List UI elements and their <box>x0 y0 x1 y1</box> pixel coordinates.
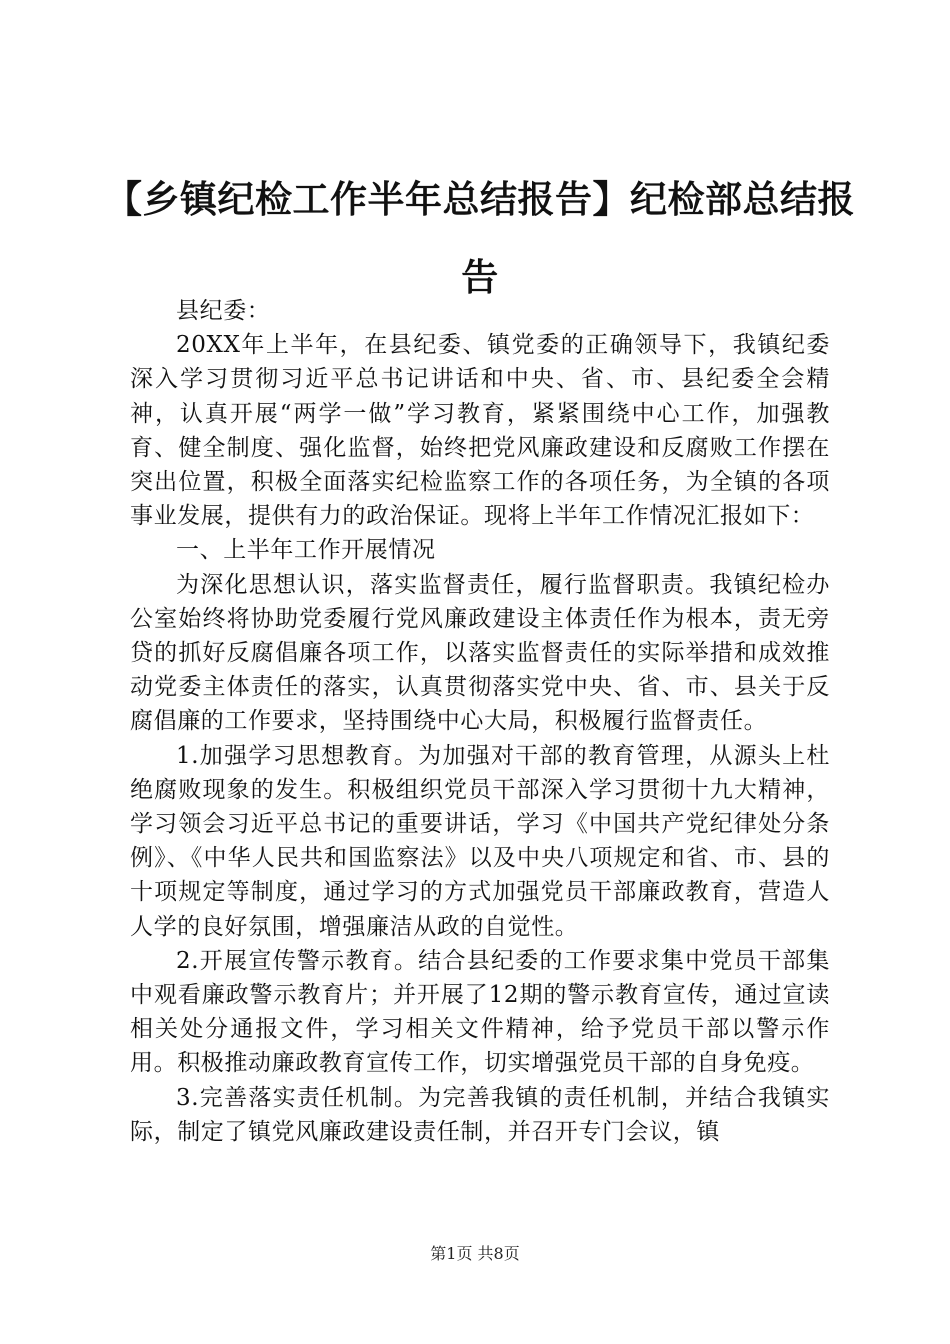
item-paragraph-3: 3.完善落实责任机制。为完善我镇的责任机制，并结合我镇实际，制定了镇党风廉政建设责任制，并召开专门会议，镇 <box>130 1084 830 1145</box>
page-footer: 第1页 共8页 <box>430 1244 520 1263</box>
item-paragraph-1: 1.加强学习思想教育。为加强对干部的教育管理，从源头上杜绝腐败现象的发生。积极组织党员干部深入学习贯彻十九大精神，学习领会习近平总书记的重要讲话，学习《中国共产党纪律处分条例》、《中华人民共和国监察法》以及中央八项规定和省、市、县的十项规定等制度，通过学习的方式加强党员干部廉政教育，营造人人学的良好氛围，增强廉洁从政的自觉性。 <box>130 742 830 940</box>
document-body <box>130 294 830 1149</box>
intro-paragraph: 20XX年上半年，在县纪委、镇党委的正确领导下，我镇纪委深入学习贯彻习近平总书记讲话和中央、省、市、县纪委全会精神，认真开展“两学一做”学习教育，紧紧围绕中心工作，加强教育、健全制度、强化监督，始终把党风廉政建设和反腐败工作摆在突出位置，积极全面落实纪检监察工作的各项任务，为全镇的各项事业发展，提供有力的政治保证。现将上半年工作情况汇报如下： <box>130 332 830 530</box>
section-heading: 一、上半年工作开展情况 <box>176 537 436 564</box>
body-paragraph: 为深化思想认识，落实监督责任，履行监督职责。我镇纪检办公室始终将协助党委履行党风廉政建设主体责任作为根本，责无旁贷的抓好反腐倡廉各项工作，以落实监督责任的实际举措和成效推动党委主体责任的落实，认真贯彻落实党中央、省、市、县关于反腐倡廉的工作要求，坚持围绕中心大局，积极履行监督责任。 <box>130 571 830 735</box>
document-title: 【乡镇纪检工作半年总结报告】纪检部总结报告 <box>105 177 855 299</box>
item-paragraph-2: 2.开展宣传警示教育。结合县纪委的工作要求集中党员干部集中观看廉政警示教育片；并开展了12期的警示教育宣传，通过宣读相关处分通报文件，学习相关文件精神，给予党员干部以警示作用。积极推动廉政教育宣传工作，切实增强党员干部的自身免疫。 <box>130 947 830 1077</box>
salutation: 县纪委： <box>176 298 271 324</box>
